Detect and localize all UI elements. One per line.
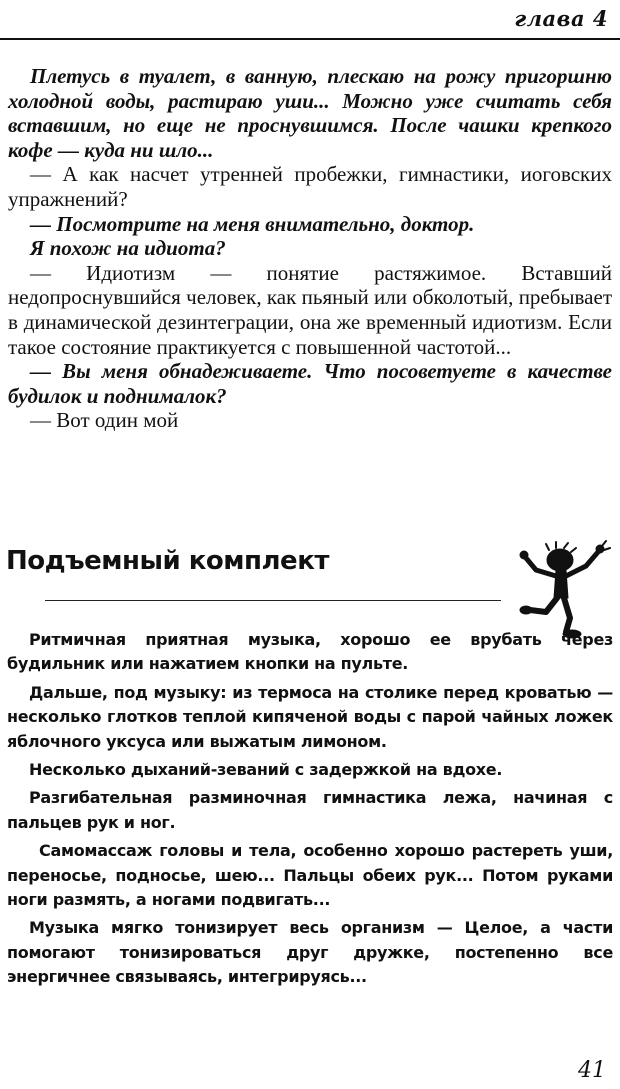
dialogue-paragraph: — Посмотрите на меня внимательно, доктор. <box>30 211 475 236</box>
dialogue-paragraph: — Вот один мой <box>30 408 179 433</box>
dialogue-block <box>8 64 612 433</box>
dialogue-paragraph: — А как насчет утренней пробежки, гимнастики, иоговских упражнений? <box>8 162 612 211</box>
body-paragraph: Ритмичная приятная музыка, хорошо ее врубать через будильник или нажатием кнопки на пульте. <box>7 630 613 674</box>
section-title: Подъемный комплект <box>6 546 329 576</box>
header-rule <box>0 38 620 40</box>
body-paragraph: Музыка мягко тонизирует весь организм — Целое, а части помогают тонизироваться друг дружке, постепенно все энергичнее связываясь, интегрируясь... <box>7 918 613 987</box>
dialogue-paragraph: — Идиотизм — понятие растяжимое. Вставший недопроснувшийся человек, как пьяный или обколотый, пребывает в динамической дезинтеграции, она же временный идиотизм. Если такое состояние практикуется с повышенной частотой... <box>8 260 612 359</box>
dancing-figure-icon <box>506 540 614 640</box>
body-paragraph: Дальше, под музыку: из термоса на столике перед кроватью — несколько глотков теплой кипяченой воды с парой чайных ложек яблочного уксуса или выжатым лимоном. <box>7 682 613 751</box>
dialogue-paragraph: Я похож на идиота? <box>30 236 226 261</box>
body-text <box>7 628 613 994</box>
running-head: глава 4 <box>514 6 608 31</box>
section-rule <box>45 600 501 601</box>
dialogue-paragraph: Плетусь в туалет, в ванную, плескаю на рожу пригоршню холодной воды, растираю уши... Можно уже считать себя вставшим, но еще не проснувшимся. После чашки крепкого кофе — куда ни шло... <box>8 64 612 162</box>
body-paragraph: Разгибательная разминочная гимнастика лежа, начиная с пальцев рук и ног. <box>7 788 613 832</box>
page-number: 41 <box>578 1058 606 1083</box>
dialogue-paragraph: — Вы меня обнадеживаете. Что посоветуете в качестве будилок и поднималок? <box>8 359 612 408</box>
body-paragraph: Несколько дыханий-зеваний с задержкой на вдохе. <box>29 760 503 780</box>
body-paragraph: Самомассаж головы и тела, особенно хорошо растереть уши, переносье, подносье, шею... Пальцы обеих рук... Потом руками ноги размять, а ногами подвигать... <box>7 841 613 910</box>
